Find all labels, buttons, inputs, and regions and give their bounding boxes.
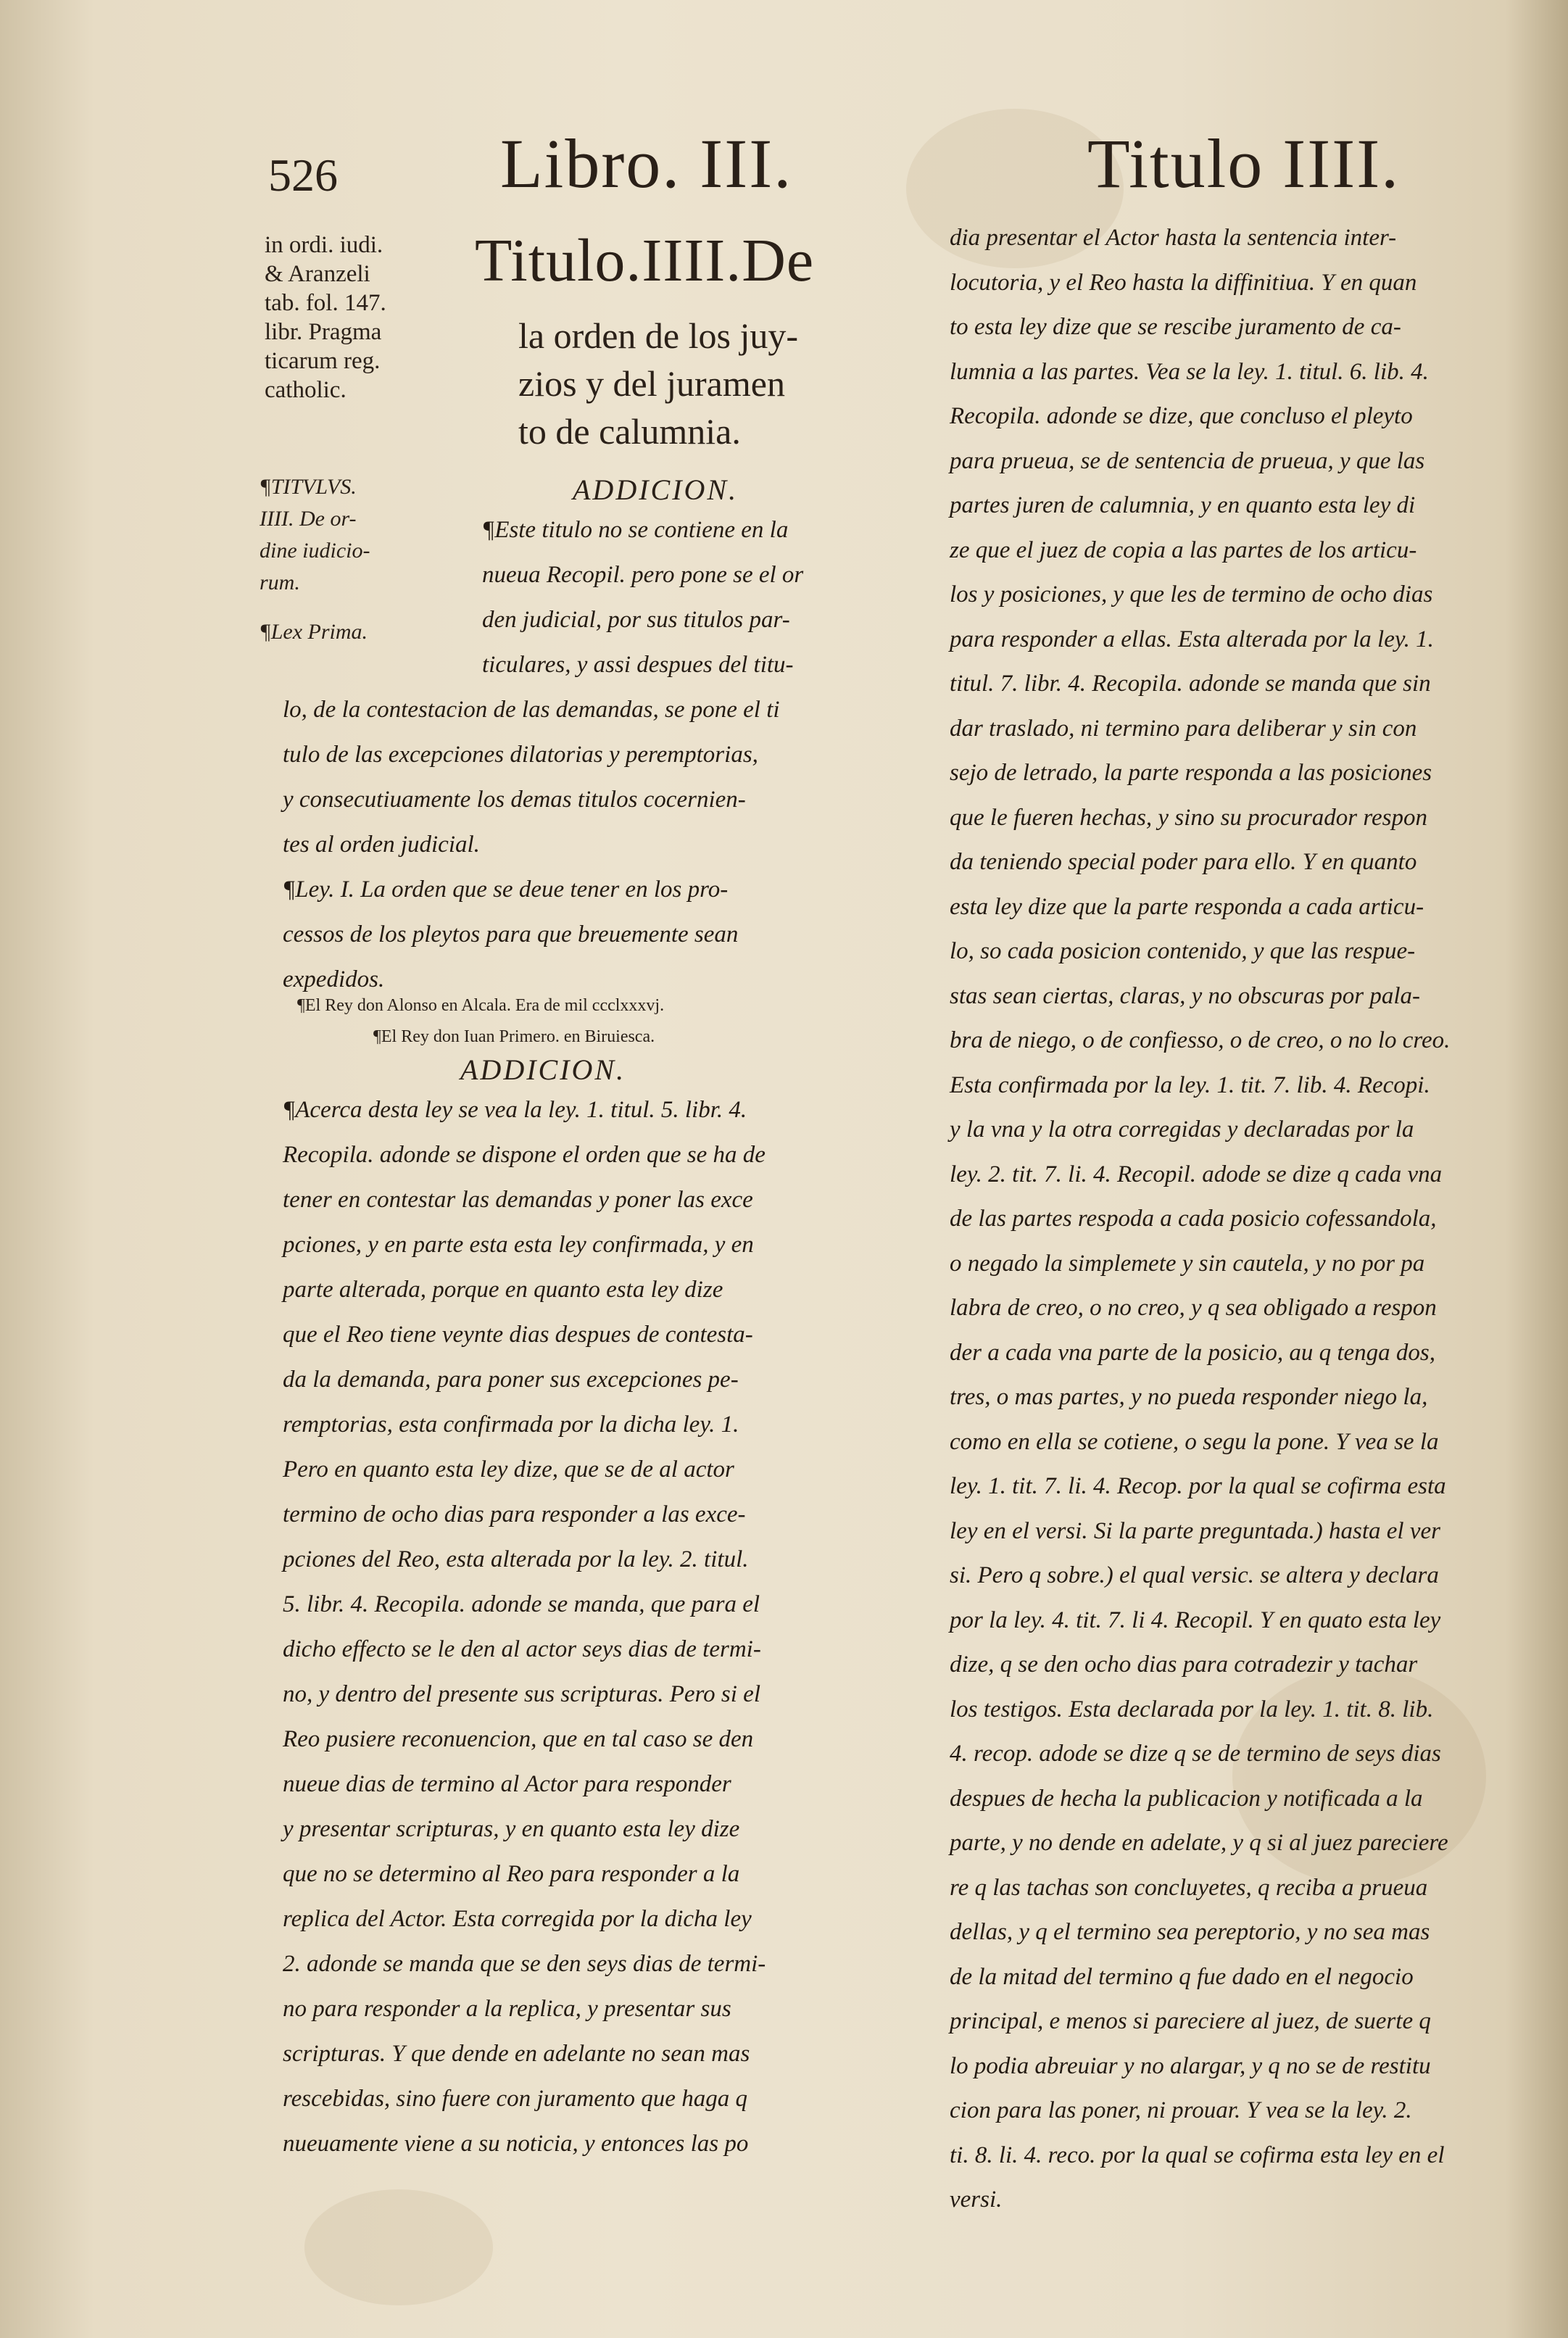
- running-head-titulo: Titulo IIII.: [1087, 125, 1401, 202]
- addicion-heading: ADDICION.: [460, 1053, 626, 1086]
- right-column-text: dia presentar el Actor hasta la sentencia inter- locutoria, y el Reo hasta la diffinitiua. Y en quan to esta ley dize que se rescibe juramento de ca- lumnia a las partes. Vea se la ley. 1. titul. 6. lib. 4. Recopila. adonde se dize, que concluso el pleyto para prueua, se de sentencia de prueua, y que las partes juren de calumnia, y en quanto esta ley di ze que el juez de copia a las partes de los articu- los y posiciones, y que les de termino de ocho dias para responder a ellas. Esta alterada por la ley. 1. titul. 7. libr. 4. Recopila. adonde se manda que sin dar traslado, ni termino para deliberar y sin con sejo de letrado, la parte responda a las posiciones que le fueren hechas, y sino su procurador respon da teniendo special poder para ello. Y en quanto esta ley dize que la parte responda a cada articu- lo, so cada posicion contenido, y que las respue- stas sean ciertas, claras, y no obscuras por pala- bra de niego, o de confiesso, o de creo, o no lo creo. Esta confirmada por la ley. 1. tit. 7. lib. 4. Recopi. y la vna y la otra corregidas y declaradas por la ley. 2. tit. 7. li. 4. Recopil. adode se dize q cada vna de las partes respoda a cada posicio cofessandola, o negado la simplemete y sin cautela, y no por pa labra de creo, o no creo, y q sea obligado a respon der a cada vna parte de la posicio, au q tenga dos, tres, o mas partes, y no pueda responder niego la, como en ella se cotiene, o segu la pone. Y vea se la ley. 1. tit. 7. li. 4. Recop. por la qual se cofirma esta ley en el versi. Si la parte preguntada.) hasta el ver si. Pero q sobre.) el qual versic. se altera y declara por la ley. 4. tit. 7. li 4. Recopil. Y en quato esta ley dize, q se den ocho dias para cotradezir y tachar los testigos. Esta declarada por la ley. 1. tit. 8. lib. 4. recop. adode se dize q se de termino de seys dias despues de hecha la publicacion y notificada a la parte, y no dende en adelate, y q si al juez pareciere re q las tachas son concluyetes, q reciba a prueua dellas, y q el termino sea pereptorio, y no sea mas de la mitad del termino q fue dado en el negocio principal, e menos si pareciere al juez, de suerte q lo podia abreuiar y no alargar, y q no se de restitu cion para las poner, ni prouar. Y vea se la ley. 2. ti. 8. li. 4. reco. por la qual se cofirma esta ley en el versi.: [950, 225, 1451, 2213]
- addicion-heading: ADDICION.: [573, 473, 739, 506]
- margin-titulus-note: ¶TITVLVS. IIII. De or- dine iudicio- rum.: [260, 475, 370, 594]
- source-note: ¶El Rey don Alonso en Alcala. Era de mil ccclxxxvj.: [297, 996, 665, 1015]
- ley-heading: ¶Ley. I. La orden que se deue tener en los pro- cessos de los pleytos para que breuemente sean expedidos.: [283, 876, 739, 992]
- margin-lex-prima: ¶Lex Prima.: [260, 620, 368, 644]
- addicion-text: ¶Este titulo no se contiene en la nueua Recopil. pero pone se el or den judicial, por sus titulos par- ticulares, y assi despues del titu-: [482, 517, 804, 678]
- addicion-text-continued: lo, de la contestacion de las demandas, se pone el ti tulo de las excepciones dilatorias y peremptorias, y consecutiuamente los demas titulos cocernien- tes al orden judicial.: [283, 697, 780, 858]
- paper-stain: [304, 2189, 493, 2305]
- page-number: 526: [268, 149, 338, 201]
- source-note: ¶El Rey don Iuan Primero. en Biruiesca.: [373, 1027, 655, 1046]
- title-subheading: la orden de los juy- zios y del juramen to de calumnia.: [518, 315, 799, 452]
- margin-reference: in ordi. iudi. & Aranzeli tab. fol. 147. libr. Pragma ticarum reg. catholic.: [265, 232, 386, 403]
- running-head-libro: Libro. III.: [500, 125, 793, 202]
- title-heading: Titulo.IIII.De: [475, 227, 815, 294]
- addicion-text: ¶Acerca desta ley se vea la ley. 1. titul. 5. libr. 4. Recopila. adonde se dispone el orden que se ha de tener en contestar las demandas y poner las exce pciones, y en parte esta esta ley confirmada, y en parte alterada, porque en quanto esta ley dize que el Reo tiene veynte dias despues de contesta- da la demanda, para poner sus excepciones pe- remptorias, esta confirmada por la dicha ley. 1. Pero en quanto esta ley dize, que se de al actor termino de ocho dias para responder a las exce- pciones del Reo, esta alterada por la ley. 2. titul. 5. libr. 4. Recopila. adonde se manda, que para el dicho effecto se le den al actor seys dias de termi- no, y dentro del presente sus scripturas. Pero si el Reo pusiere reconuencion, que en tal caso se den nueue dias de termino al Actor para responder y presentar scripturas, y en quanto esta ley dize que no se determino al Reo para responder a la replica del Actor. Esta corregida por la dicha ley 2. adonde se manda que se den seys dias de termi- no para responder a la replica, y presentar sus scripturas. Y que dende en adelante no sean mas rescebidas, sino fuere con juramento que haga q nueuamente viene a su noticia, y entonces las po: [283, 1097, 766, 2157]
